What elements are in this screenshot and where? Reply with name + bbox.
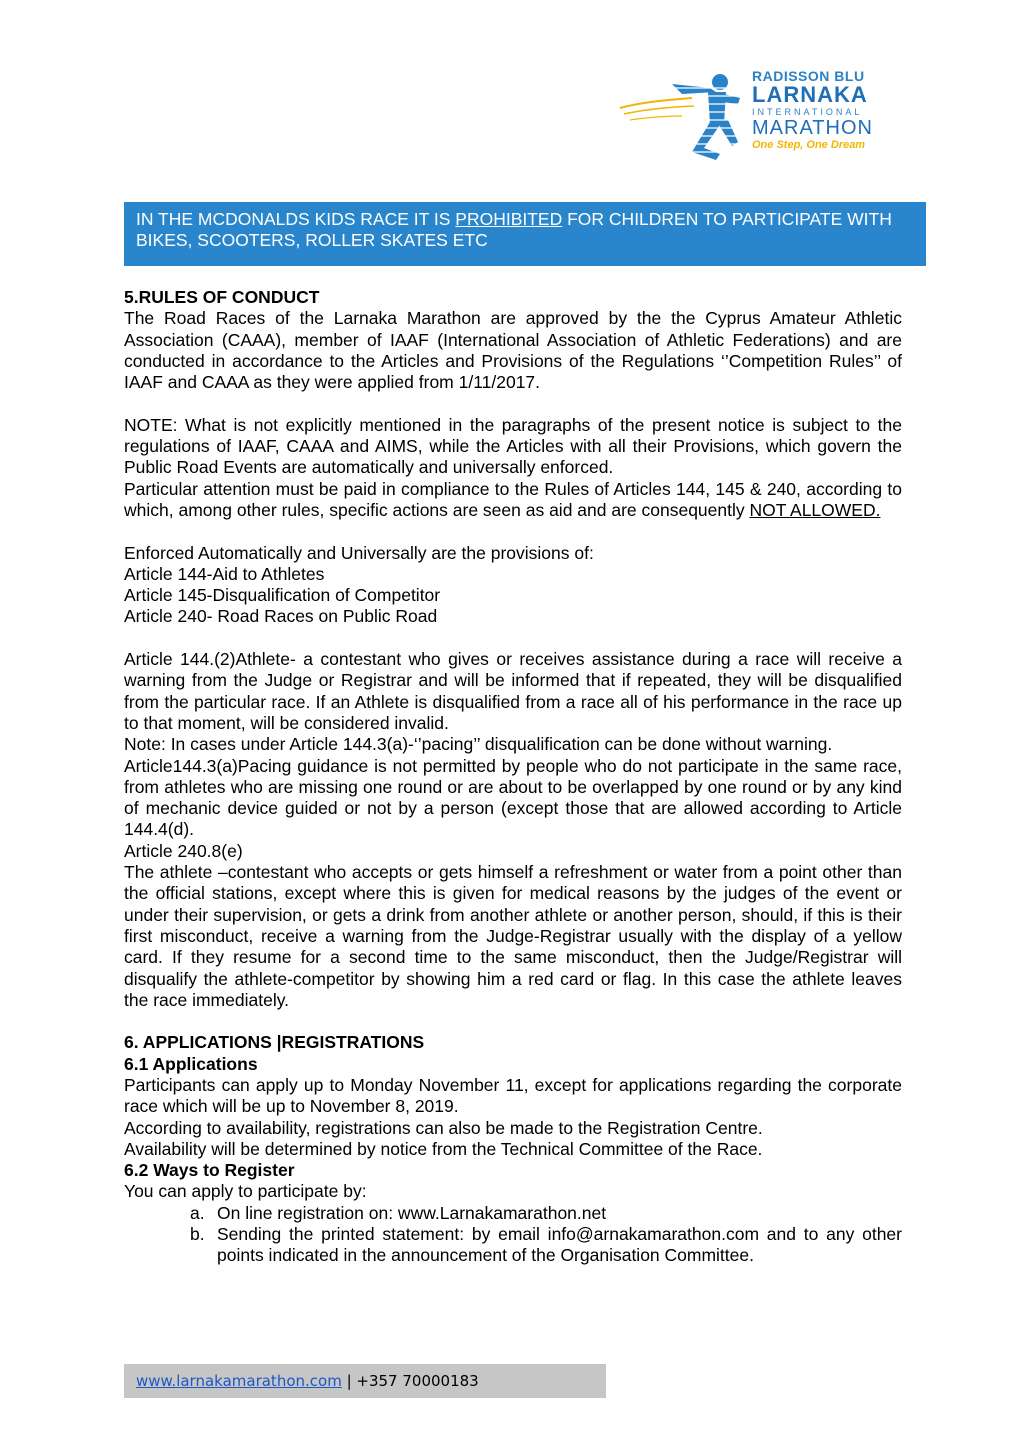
runner-icon bbox=[612, 62, 752, 162]
enforced-intro: Enforced Automatically and Universally are the provisions of: bbox=[124, 542, 594, 563]
logo-line-1: RADISSON BLU bbox=[752, 68, 865, 84]
article-240-title: Article 240.8(e) bbox=[124, 840, 243, 861]
section-5-attention bbox=[124, 479, 902, 522]
notice-text-before: IN THE MCDONALDS KIDS RACE IT IS bbox=[136, 209, 456, 229]
page-footer bbox=[124, 1364, 606, 1398]
marathon-logo bbox=[612, 62, 892, 162]
section-6-heading: 6. APPLICATIONS |REGISTRATIONS bbox=[124, 1032, 425, 1053]
not-allowed-text: NOT ALLOWED. bbox=[749, 499, 881, 520]
footer-phone: +357 70000183 bbox=[356, 1372, 479, 1390]
kids-race-notice bbox=[124, 202, 926, 266]
list-marker: b. bbox=[190, 1224, 205, 1245]
notice-text-after: FOR CHILDREN TO PARTICIPATE WITH BIKES, SCOOTERS, ROLLER SKATES ETC bbox=[136, 209, 892, 250]
logo-tagline: One Step, One Dream bbox=[752, 139, 866, 151]
registration-centre: According to availability, registrations can also be made to the Registration Centre. bbox=[124, 1117, 763, 1138]
availability-note: Availability will be determined by notice from the Technical Committee of the Race. bbox=[124, 1138, 763, 1159]
section-5-note: NOTE: What is not explicitly mentioned in the paragraphs of the present notice is subject to the regulations of IAAF, CAAA and AIMS, while the Articles with all their Provisions, which govern the Public Road Events are automatically and universally enforced. bbox=[124, 414, 902, 478]
website-link[interactable]: www.larnakamarathon.com bbox=[136, 1372, 342, 1390]
list-item bbox=[124, 1224, 902, 1267]
logo-text bbox=[752, 68, 902, 152]
logo-line-2: LARNAKA bbox=[752, 82, 868, 107]
article-list-item: Article 144-Aid to Athletes bbox=[124, 563, 325, 584]
section-6-2-heading: 6.2 Ways to Register bbox=[124, 1160, 295, 1181]
list-item-text: On line registration on: www.Larnakamarathon.net bbox=[217, 1202, 607, 1223]
article-list-item: Article 145-Disqualification of Competitor bbox=[124, 585, 441, 606]
logo-line-4: MARATHON bbox=[752, 117, 873, 139]
applications-deadline: Participants can apply up to Monday November 11, except for applications regarding the corporate race which will be up to November 8, 2019. bbox=[124, 1074, 902, 1117]
article-144-3a: Article144.3(a)Pacing guidance is not permitted by people who do not participate in the same race, from athletes who are missing one round or are about to be overlapped by one round or by any kind of mechanic device guided or not by a person (except those that are allowed according to Article 144.4(d). bbox=[124, 755, 902, 840]
footer-separator: | bbox=[341, 1372, 357, 1390]
ways-intro: You can apply to participate by: bbox=[124, 1181, 367, 1202]
attention-text: Particular attention must be paid in compliance to the Rules of Articles 144, 145 & 240, according to which, among other rules, specific actions are seen as aid and are consequently bbox=[124, 478, 902, 520]
section-5-intro: The Road Races of the Larnaka Marathon are approved by the the Cyprus Amateur Athletic Association (CAAA), member of IAAF (International Association of Athletic Federations) and are conducted in accordance to the Articles and Provisions of the Regulations ‘’Competition Rules’’ of IAAF and CAAA as they were applied from 1/11/2017. bbox=[124, 308, 902, 393]
list-item bbox=[124, 1203, 902, 1224]
ways-list bbox=[124, 1203, 902, 1267]
article-list-item: Article 240- Road Races on Public Road bbox=[124, 606, 438, 627]
article-144-2: Article 144.(2)Athlete- a contestant who gives or receives assistance during a race will receive a warning from the Judge or Registrar and will be informed that if repeated, they will be disqualified from the particular race. If an Athlete is disqualified from a race all of his performance in the race up to that moment, will be considered invalid. bbox=[124, 649, 902, 733]
section-6-1-heading: 6.1 Applications bbox=[124, 1053, 258, 1074]
logo-line-3: INTERNATIONAL bbox=[752, 107, 863, 117]
note-144: Note: In cases under Article 144.3(a)-‘’pacing’’ disqualification can be done without warning. bbox=[124, 734, 833, 755]
list-marker: a. bbox=[190, 1202, 205, 1223]
list-item-text: Sending the printed statement: by email info@arnakamarathon.com and to any other points indicated in the announcement of the Organisation Committee. bbox=[217, 1224, 902, 1266]
document-body bbox=[124, 287, 902, 1267]
notice-underlined: PROHIBITED bbox=[455, 209, 563, 229]
section-5-heading: 5.RULES OF CONDUCT bbox=[124, 287, 320, 307]
article-240-text: The athlete –contestant who accepts or gets himself a refreshment or water from a point other than the official stations, except where this is given for medical reasons by the judges of the event or under their supervision, or gets a drink from another athlete or another person, should, if this is their first misconduct, receive a warning from the Judge-Registrar usually with the display of a yellow card. If they resume for a second time to the same misconduct, then the Judge/Registrar will disqualify the athlete-competitor by showing him a red card or flag. In this case the athlete leaves the race immediately. bbox=[124, 862, 902, 1010]
